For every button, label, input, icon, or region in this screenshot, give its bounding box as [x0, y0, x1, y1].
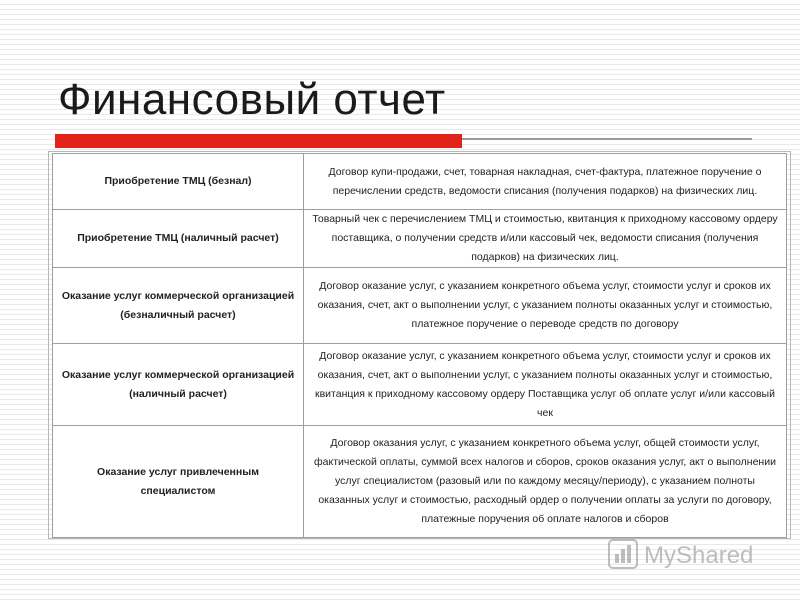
table-row — [53, 268, 787, 344]
row-category: Оказание услуг коммерческой организацией (наличный расчет) — [53, 344, 304, 426]
page-title: Финансовый отчет — [58, 75, 446, 124]
row-documents: Договор оказание услуг, с указанием конкретного объема услуг, стоимости услуг и сроков их оказания, счет, акт о выполнении услуг, с указанием полноты оказанных услуг и стоимостью, квитанция к приходному кассовому ордеру Поставщика услуг об оплате услуг и/или кассовый чек — [304, 344, 787, 426]
table-row — [53, 154, 787, 210]
title-underline — [462, 138, 752, 140]
row-category: Оказание услуг привлеченным специалистом — [53, 426, 304, 538]
row-category: Приобретение ТМЦ (безнал) — [53, 154, 304, 210]
table-row — [53, 426, 787, 538]
row-documents: Товарный чек с перечислением ТМЦ и стоимостью, квитанция к приходному кассовому ордеру поставщика, о получении средств и/или кассовый чек, ведомости списания (получения подарков) на физических лиц. — [304, 210, 787, 268]
row-documents: Договор оказания услуг, с указанием конкретного объема услуг, общей стоимости услуг, фактической оплаты, суммой всех налогов и сборов, сроков оказания услуг, акт о выполнении услуг специалистом (разовый или по каждому месяцу/периоду), с указанием полноты оказанных услуг и стоимостью, расходный ордер о получении оплаты за услуги по договору, платежные поручения об оплате налогов и сборов — [304, 426, 787, 538]
report-table — [52, 153, 787, 538]
table-row — [53, 210, 787, 268]
table-row — [53, 344, 787, 426]
row-documents: Договор оказание услуг, с указанием конкретного объема услуг, стоимости услуг и сроков их оказания, счет, акт о выполнении услуг, с указанием полноты оказанных услуг и стоимостью, платежное поручение о переводе средств по договору — [304, 268, 787, 344]
watermark-text: MyShared — [644, 542, 754, 569]
bar-chart-logo-icon — [608, 539, 638, 574]
title-accent-bar — [55, 134, 462, 148]
watermark — [608, 538, 753, 574]
row-category: Оказание услуг коммерческой организацией (безналичный расчет) — [53, 268, 304, 344]
row-category: Приобретение ТМЦ (наличный расчет) — [53, 210, 304, 268]
row-documents: Договор купи-продажи, счет, товарная накладная, счет-фактура, платежное поручение о перечислении средств, ведомости списания (получения подарков) на физических лиц. — [304, 154, 787, 210]
